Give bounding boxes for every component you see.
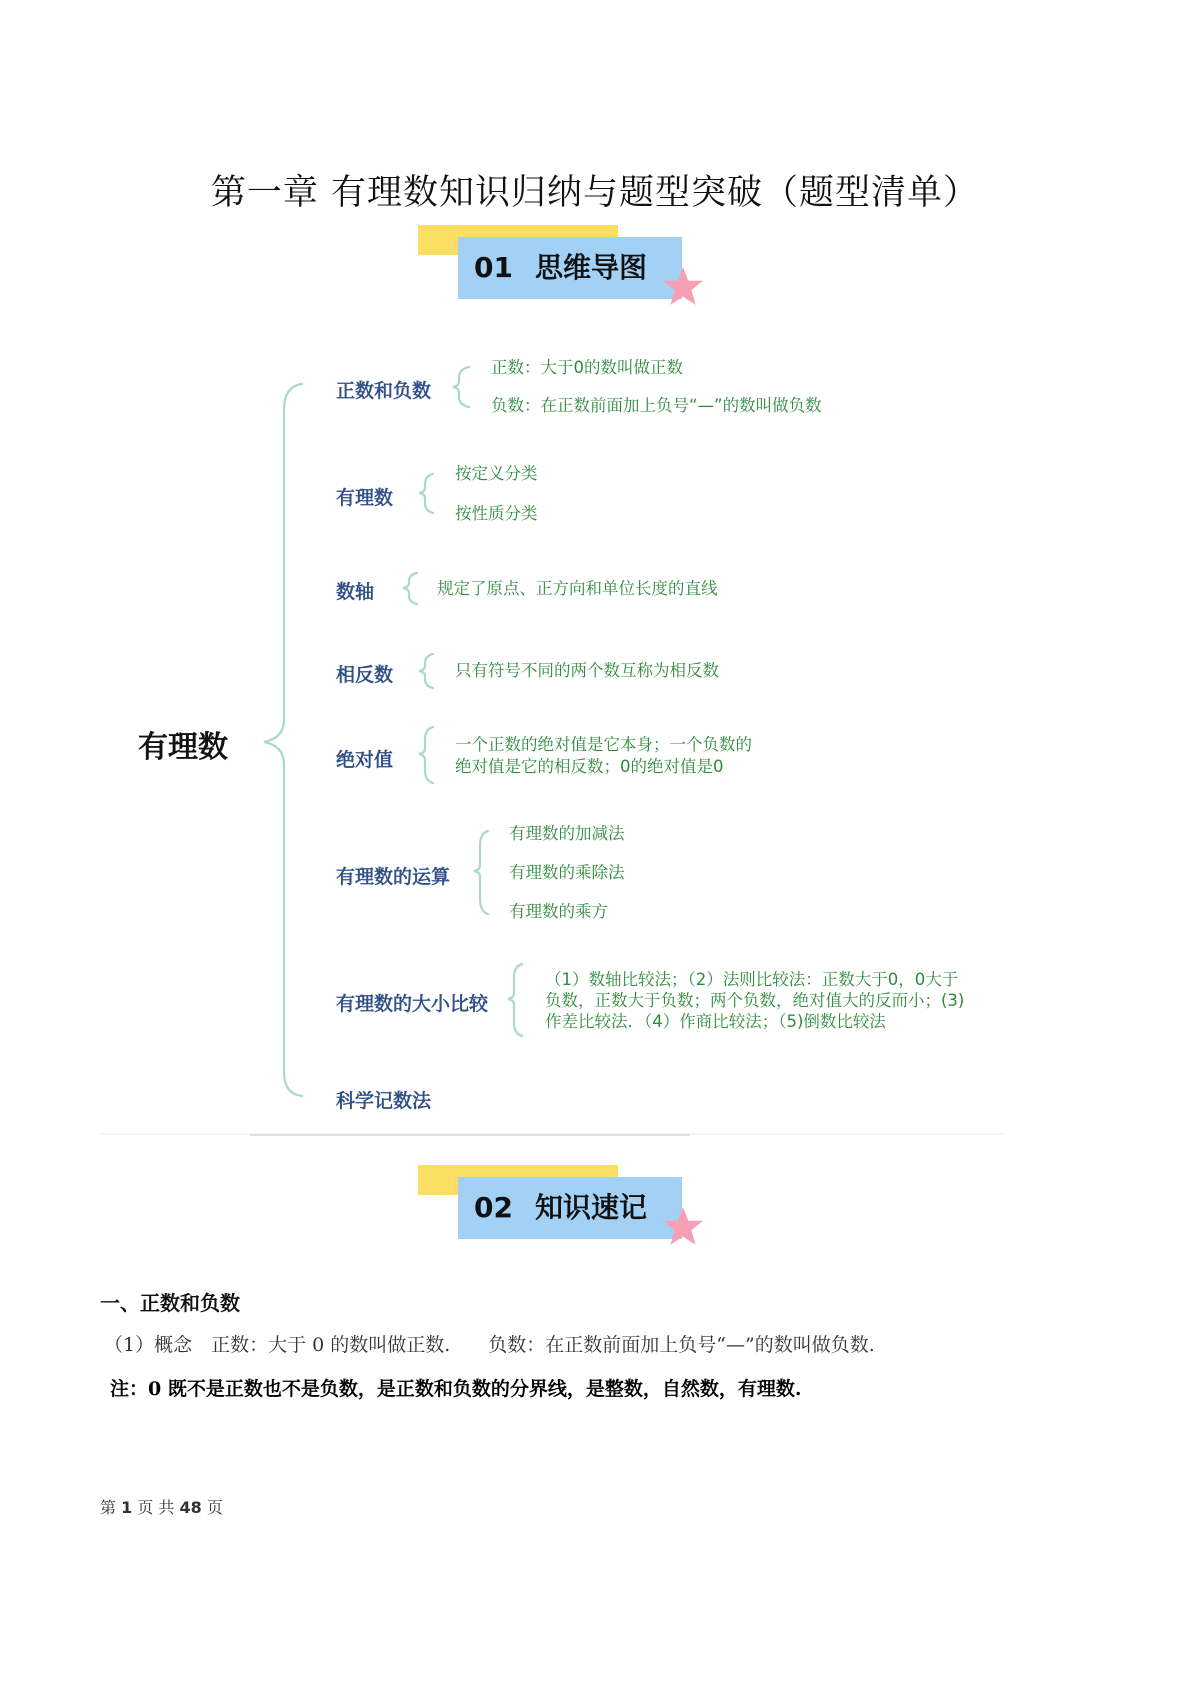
branch-rational-number: 有理数 xyxy=(336,487,394,509)
banner-label: 思维导图 xyxy=(534,251,647,284)
branch-opposite-number: 相反数 xyxy=(336,664,394,686)
leaf-opposite-def: 只有符号不同的两个数互称为相反数 xyxy=(455,661,719,680)
branch-scientific-notation: 科学记数法 xyxy=(336,1090,432,1112)
footer-prefix: 第 xyxy=(100,1498,117,1517)
section-heading: 一、正数和负数 xyxy=(100,1291,240,1315)
banner-number: 01 xyxy=(474,251,513,284)
leaf-number-line-def: 规定了原点、正方向和单位长度的直线 xyxy=(437,579,718,598)
document-title: 第一章 有理数知识归纳与题型突破（题型清单） xyxy=(210,173,980,213)
mindmap-root: 有理数 xyxy=(138,730,228,765)
leaf-positive-def: 正数：大于0的数叫做正数 xyxy=(491,358,683,377)
branch-comparison: 有理数的大小比较 xyxy=(336,993,489,1015)
leaf-comparison-line2: 负数，正数大于负数；两个负数，绝对值大的反而小；(3) xyxy=(545,991,965,1010)
banner-label: 知识速记 xyxy=(534,1191,647,1224)
footer-total-pages: 48 xyxy=(179,1498,202,1517)
branch-number-line: 数轴 xyxy=(336,581,375,603)
section-banner-knowledge xyxy=(418,1165,718,1265)
branch-positive-negative: 正数和负数 xyxy=(336,380,432,402)
leaf-classify-property: 按性质分类 xyxy=(455,504,538,523)
page-footer xyxy=(100,1495,223,1518)
footer-suffix: 页 xyxy=(206,1498,223,1517)
leaf-absolute-line2: 绝对值是它的相反数；0的绝对值是0 xyxy=(455,757,724,776)
concept-line: （1）概念 正数：大于 0 的数叫做正数. 负数：在正数前面加上负号“—”的数叫做负数. xyxy=(104,1334,875,1356)
leaf-multiply-divide: 有理数的乘除法 xyxy=(509,863,625,882)
leaf-comparison-line3: 作差比较法．（4）作商比较法；（5)倒数比较法 xyxy=(545,1012,886,1031)
leaf-power: 有理数的乘方 xyxy=(509,902,608,921)
footer-page-number: 1 xyxy=(121,1498,133,1517)
star-icon xyxy=(662,1205,704,1247)
branch-absolute-value: 绝对值 xyxy=(336,749,394,771)
branch-operations: 有理数的运算 xyxy=(336,866,451,888)
note-line: 注：0 既不是正数也不是负数，是正数和负数的分界线，是整数，自然数，有理数. xyxy=(110,1378,802,1400)
leaf-absolute-line1: 一个正数的绝对值是它本身；一个负数的 xyxy=(455,735,752,754)
leaf-negative-def: 负数：在正数前面加上负号“—”的数叫做负数 xyxy=(491,396,822,415)
banner-number: 02 xyxy=(474,1191,513,1224)
footer-mid: 页 共 xyxy=(137,1498,175,1517)
leaf-comparison-line1: （1）数轴比较法；（2）法则比较法：正数大于0，0大于 xyxy=(545,970,959,989)
leaf-classify-definition: 按定义分类 xyxy=(455,464,538,483)
banner-title xyxy=(458,1177,682,1239)
leaf-add-subtract: 有理数的加减法 xyxy=(509,824,625,843)
